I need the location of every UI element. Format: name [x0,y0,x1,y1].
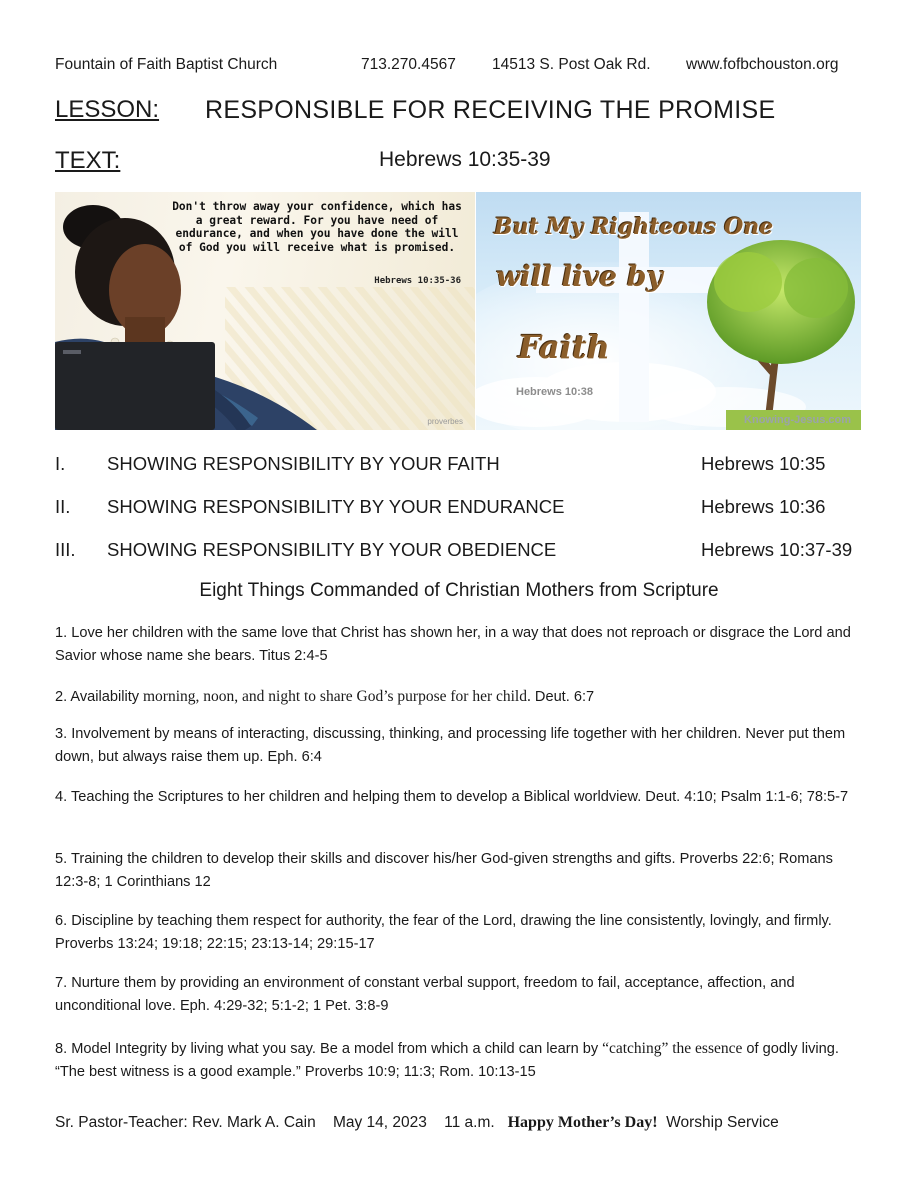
list-item-3: 3. Involvement by means of interacting, discussing, thinking, and processing life together with her children. Never put them down, but always raise them up. Eph. 6:4 [55,726,846,765]
list-item-7: 7. Nurture them by providing an environment of constant verbal support, freedom to fail, acceptance, affection, and unconditional love. Eph. 4:29-32; 5:1-2; 1 Pet. 3:8-9 [55,975,795,1014]
faith-line-3: Faith [518,328,610,366]
left-image-watermark: proverbes [427,417,463,426]
list-item-8-tail: of godly living. “The best witness is a good example.” Proverbs 10:9; 11:3; Rom. 10:13-15 [55,1041,839,1080]
point-3-reference: Hebrews 10:37-39 [701,539,853,560]
point-2-numeral: II. [55,496,71,517]
list-item-2 [55,685,865,709]
footer-pastor: Sr. Pastor-Teacher: Rev. Mark A. Cain [55,1114,316,1131]
point-1-text: SHOWING RESPONSIBILITY BY YOUR FAITH [107,453,500,474]
faith-line-1: But My Righteous One [494,214,774,240]
list-item-4: 4. Teaching the Scriptures to her children and helping them to develop a Biblical worldview. Deut. 4:10; Psalm 1:1-6; 78:5-7 [55,789,849,805]
section-subheading: Eight Things Commanded of Christian Mothers from Scripture [199,580,719,601]
list-item-8-lead: 8. Model Integrity by living what you say. Be a model from which a child can learn by [55,1041,599,1057]
lesson-label: LESSON: [55,96,160,123]
faith-line-2: will live by [496,260,663,293]
list-item-5: 5. Training the children to develop their skills and discover his/her God-given strengths and gifts. Proverbs 22:6; Romans 12:3-8; 1 Corinthians 12 [55,851,833,890]
church-name: Fountain of Faith Baptist Church [55,56,278,73]
point-2-reference: Hebrews 10:36 [701,496,826,517]
church-website: www.fofbchouston.org [686,56,839,73]
footer-service: Worship Service [666,1114,779,1131]
footer-line [55,1114,779,1132]
right-faith-image [476,192,861,430]
point-1-reference: Hebrews 10:35 [701,453,826,474]
footer-time: 11 a.m. [444,1114,495,1131]
footer-greeting: Happy Mother’s Day! [507,1114,658,1131]
point-1-numeral: I. [55,453,66,474]
left-quote-text: Don't throw away your confidence, which has a great reward. For you have need of endurance, and when you have done the will of God you will receive what is promised. [172,200,462,254]
right-image-watermark: Knowing-Jesus.com [744,414,851,426]
list-item-2-serif: morning, noon, and night to share God’s purpose for her child. [139,688,531,705]
text-label: TEXT: [55,147,121,174]
list-item-2-tail: Deut. 6:7 [530,689,595,705]
list-item-8 [55,1037,865,1084]
list-item-2-lead: 2. Availability [55,689,140,705]
church-address: 14513 S. Post Oak Rd. [492,56,651,73]
left-quote-reference: Hebrews 10:35-36 [374,276,461,286]
lesson-title: RESPONSIBLE FOR RECEIVING THE PROMISE [205,96,776,124]
right-image-reference: Hebrews 10:38 [516,386,594,398]
church-phone: 713.270.4567 [361,56,456,73]
list-item-1: 1. Love her children with the same love that Christ has shown her, in a way that does not reproach or disgrace the Lord and Savior whose name she bears. Titus 2:4-5 [55,625,851,664]
point-3-text: SHOWING RESPONSIBILITY BY YOUR OBEDIENCE [107,539,557,560]
point-2-text: SHOWING RESPONSIBILITY BY YOUR ENDURANCE [107,496,565,517]
text-reference: Hebrews 10:35-39 [379,148,551,171]
left-quote-image [55,192,475,430]
footer-date: May 14, 2023 [332,1114,427,1131]
list-item-8-serif: “catching” the essence [598,1040,743,1057]
point-3-numeral: III. [55,539,76,560]
list-item-6: 6. Discipline by teaching them respect for authority, the fear of the Lord, drawing the line consistently, lovingly, and firmly. Proverbs 13:24; 19:18; 22:15; 23:13-14; 29:15-17 [55,913,832,952]
